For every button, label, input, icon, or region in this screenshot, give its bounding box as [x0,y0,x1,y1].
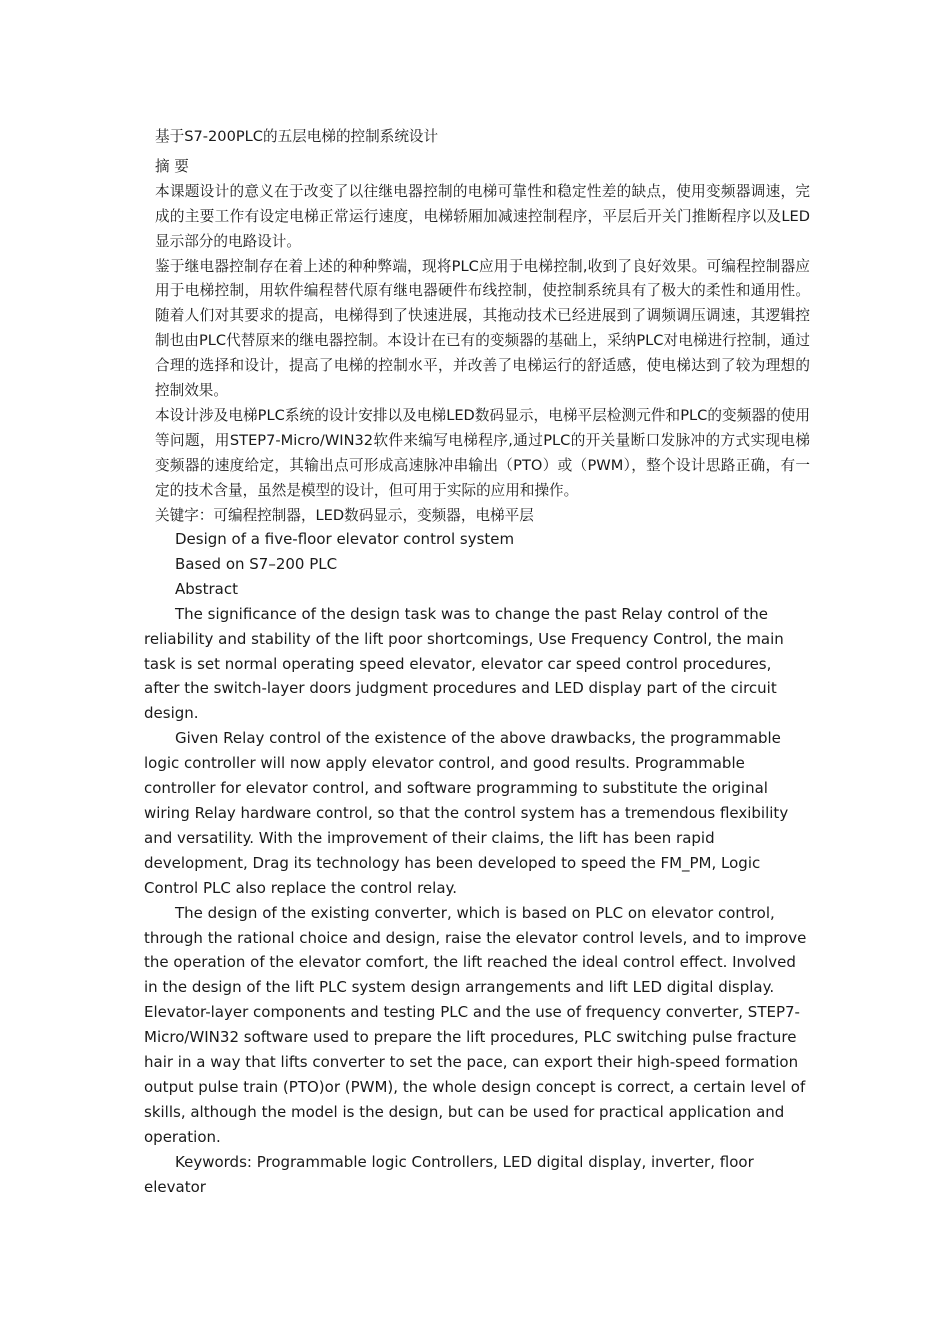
english-paragraph: The design of the existing converter, which is based on PLC on elevator control, through the rational choice and design, raise the elevator control levels, and to improve the operation of the elevator comfort, the lift reached the ideal control effect. Involved in the design of the lift PLC system design arrangements and lift LED digital display. Elevator-layer components and testing PLC and the use of frequency converter, STEP7-Micro/WIN32 software used to prepare the lift procedures, PLC switching pulse fracture hair in a way that lifts converter to set the pace, can export their high-speed formation output pulse train (PTO)or (PWM), the whole design concept is correct, a certain level of skills, although the model is the design, but can be used for practical application and operation. [144,903,807,1146]
english-title-line-2: Based on S7–200 PLC [175,554,338,573]
chinese-paragraph: 鉴于继电器控制存在着上述的种种弊端，现将PLC应用于电梯控制,收到了良好效果。可编程控制器应用于电梯控制，用软件编程替代原有继电器硬件布线控制，使控制系统具有了极大的柔性和通用性。随着人们对其要求的提高，电梯得到了快速进展，其拖动技术已经进展到了调频调压调速，其逻辑控制也由PLC代替原来的继电器控制。本设计在已有的变频器的基础上，采纳PLC对电梯进行控制，通过合理的选择和设计，提高了电梯的控制水平，并改善了电梯运行的舒适感，使电梯达到了较为理想的控制效果。 [155,257,810,400]
english-paragraph: Given Relay control of the existence of the above drawbacks, the programmable logic controller will now apply elevator control, and good results. Programmable controller for elevator control, and software programming to substitute the original wiring Relay hardware control, so that the control system has a tremendous flexibility and versatility. With the improvement of their claims, the lift has been rapid development, Drag its technology has been developed to speed the FM_PM, Logic Control PLC also replace the control relay. [144,729,789,897]
english-keywords: Keywords: Programmable logic Controllers, LED digital display, inverter, floor elevator [144,1152,754,1196]
english-abstract-heading: Abstract [175,579,238,598]
chinese-title: 基于S7-200PLC的五层电梯的控制系统设计 [155,128,439,145]
chinese-paragraph: 本设计涉及电梯PLC系统的设计安排以及电梯LED数码显示，电梯平层检测元件和PLC的变频器的使用等问题，用STEP7-Micro/WIN32软件来编写电梯程序,通过PLC的开关量断口发脉冲的方式实现电梯变频器的速度给定，其输出点可形成高速脉冲串输出（PTO）或（PWM），整个设计思路正确，有一定的技术含量，虽然是模型的设计，但可用于实际的应用和操作。 [155,406,810,499]
english-title-line-1: Design of a five-floor elevator control system [175,530,515,548]
english-abstract-section [144,527,810,1199]
english-paragraph: The significance of the design task was to change the past Relay control of the reliability and stability of the lift poor shortcomings, Use Frequency Control, the main task is set normal operating speed elevator, elevator car speed control procedures, after the switch-layer doors judgment procedures and LED display part of the circuit design. [144,604,784,723]
chinese-keywords: 关键字：可编程控制器，LED数码显示，变频器，电梯平层 [155,506,534,524]
chinese-abstract-section [155,125,810,529]
chinese-paragraph: 本课题设计的意义在于改变了以往继电器控制的电梯可靠性和稳定性差的缺点，使用变频器调速，完成的主要工作有设定电梯正常运行速度，电梯轿厢加减速控制程序，平层后开关门推断程序以及LED显示部分的电路设计。 [155,182,810,250]
chinese-abstract-heading: 摘 要 [155,157,189,175]
